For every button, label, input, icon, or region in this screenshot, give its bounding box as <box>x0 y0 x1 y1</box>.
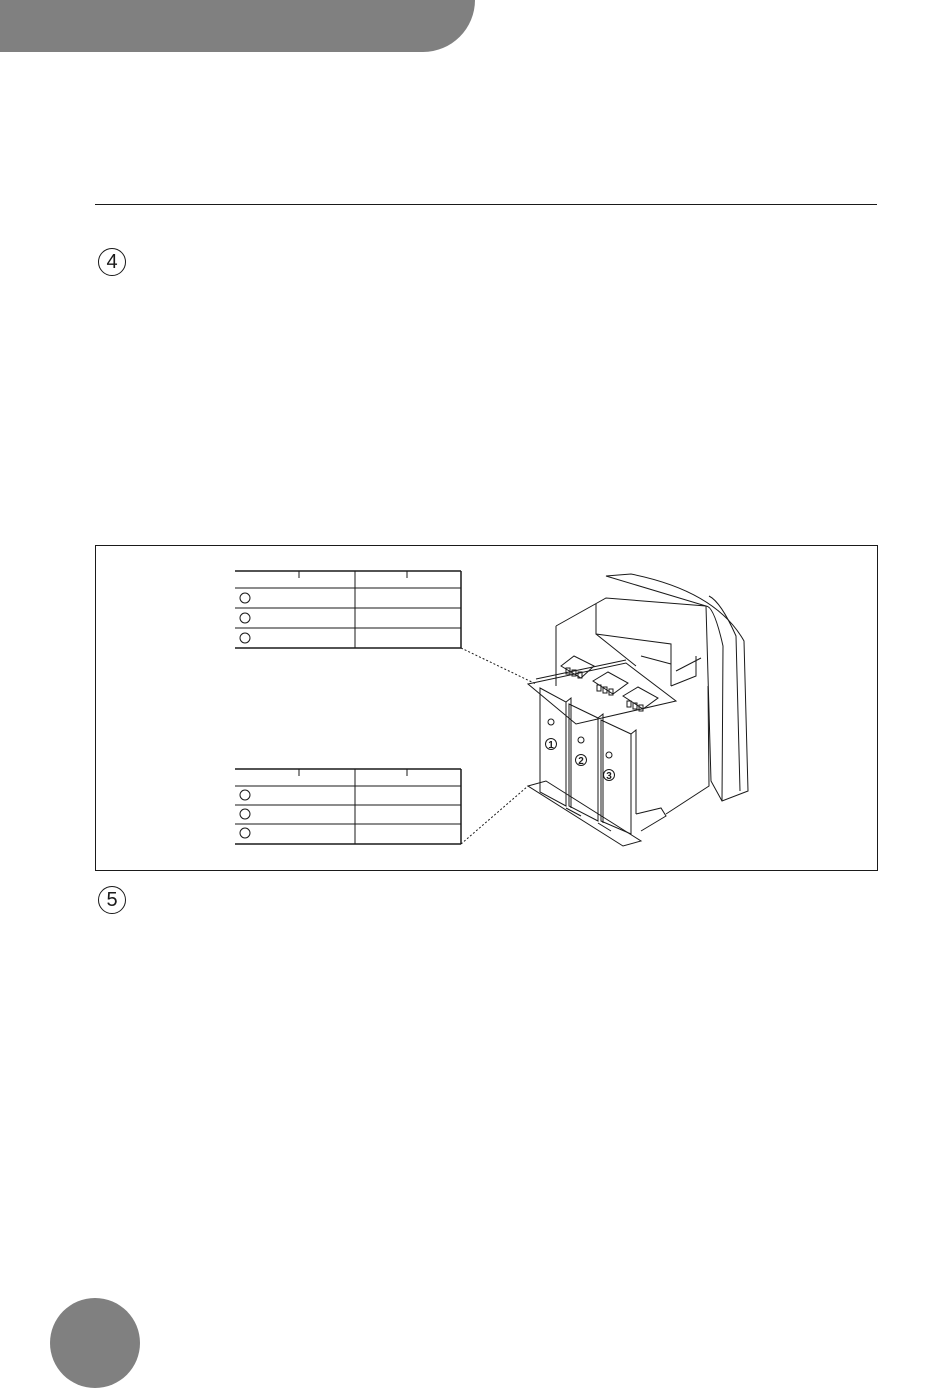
upper-label-table <box>235 571 461 648</box>
section-rule <box>95 204 877 205</box>
lower-leader-line <box>461 786 528 844</box>
step-number: 5 <box>106 889 118 911</box>
module-number: 2 <box>578 756 584 767</box>
terminal-module-1 <box>540 656 594 808</box>
terminal-module-2 <box>569 672 628 823</box>
module-number: 1 <box>548 740 554 751</box>
step-marker-5 <box>98 886 126 914</box>
page-number-tab <box>50 1298 140 1388</box>
step-number: 4 <box>106 251 118 273</box>
step-marker-4 <box>98 248 126 276</box>
header-tab <box>0 0 475 52</box>
terminal-diagram <box>96 546 879 872</box>
device-housing <box>556 574 748 814</box>
terminal-module-3 <box>601 687 658 834</box>
module-number: 3 <box>606 771 612 782</box>
figure-box <box>95 545 878 871</box>
base-plate <box>528 781 666 846</box>
lower-label-table <box>235 769 461 844</box>
upper-leader-line <box>461 648 536 684</box>
